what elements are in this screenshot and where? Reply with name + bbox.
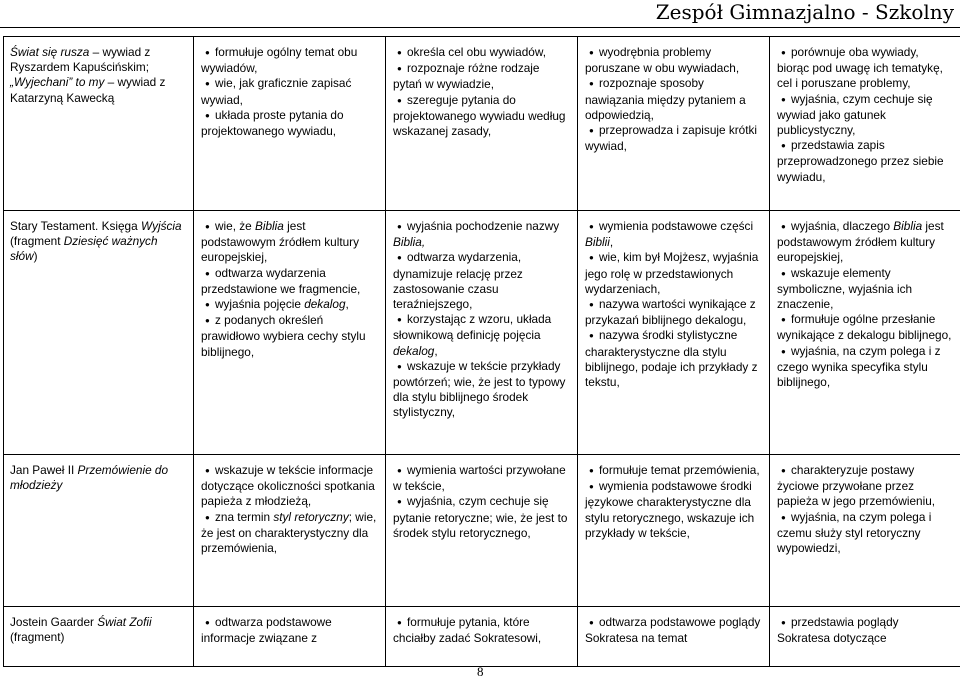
list-item (585, 123, 762, 154)
list-item (777, 463, 954, 510)
requirements-list (201, 45, 378, 139)
bullet-icon (777, 92, 791, 108)
table-row (4, 37, 960, 211)
school-header-title: Zespół Gimnazjalno - Szkolny (655, 0, 954, 24)
bullet-icon (777, 312, 791, 328)
requirements-cell (386, 37, 578, 211)
list-item-text: zna termin styl retoryczny; wie, że jest on charakterystyczny dla przemówienia, (201, 509, 377, 556)
header-rule (0, 27, 960, 28)
requirements-cell (770, 455, 960, 607)
list-item (201, 266, 378, 297)
bullet-icon (393, 45, 407, 61)
list-item (585, 250, 762, 297)
list-item (393, 312, 570, 359)
list-item (393, 463, 570, 494)
requirements-list (393, 219, 570, 421)
requirements-cell (194, 455, 386, 607)
bullet-icon (201, 313, 215, 329)
bullet-icon (777, 219, 791, 235)
list-item (201, 297, 378, 313)
requirements-cell (386, 607, 578, 667)
requirements-list (585, 463, 762, 541)
list-item (585, 615, 762, 646)
bullet-icon (777, 463, 791, 479)
text-title-cell: Stary Testament. Księga Wyjścia (fragment Dziesięć ważnych słów) (4, 211, 194, 455)
requirements-list (777, 219, 954, 390)
list-item-text: szereguje pytania do projektowanego wywiadu według wskazanej zasady, (393, 92, 566, 139)
list-item-text: wyjaśnia, czym cechuje się wywiad jako gatunek publicystyczny, (777, 91, 933, 138)
requirements-cell (770, 211, 960, 455)
requirements-cell (194, 37, 386, 211)
bullet-icon (585, 615, 599, 631)
bullet-icon (201, 45, 215, 61)
bullet-icon (393, 61, 407, 77)
bullet-icon (393, 494, 407, 510)
list-item-text: określa cel obu wywiadów, (407, 45, 547, 59)
list-item-text: wskazuje elementy symboliczne, wyjaśnia ich znaczenie, (777, 265, 913, 312)
requirements-list (777, 45, 954, 185)
bullet-icon (393, 463, 407, 479)
list-item (777, 312, 954, 343)
bullet-icon (585, 250, 599, 266)
list-item (201, 45, 378, 76)
table-body (4, 37, 960, 667)
list-item (777, 45, 954, 92)
bullet-icon (585, 45, 599, 61)
list-item (393, 219, 570, 250)
curriculum-requirements-table (3, 36, 960, 667)
list-item (201, 463, 378, 510)
list-item-text: wyodrębnia problemy poruszane w obu wywiadach, (585, 45, 740, 76)
requirements-list (201, 219, 378, 360)
requirements-cell (194, 211, 386, 455)
list-item-text: wie, kim był Mojżesz, wyjaśnia jego rolę w przedstawionych wydarzeniach, (585, 250, 759, 296)
list-item-text: wskazuje w tekście przykłady powtórzeń; wie, że jest to typowy dla stylu biblijnego środek stylistyczny, (393, 358, 566, 420)
list-item (201, 108, 378, 139)
list-item-text: formułuje ogólny temat obu wywiadów, (201, 45, 358, 76)
requirements-cell (770, 607, 960, 667)
list-item (393, 61, 570, 92)
list-item (585, 297, 762, 328)
bullet-icon (201, 219, 215, 235)
requirements-cell (578, 37, 770, 211)
bullet-icon (777, 45, 791, 61)
bullet-icon (393, 219, 407, 235)
list-item-text: wyjaśnia, dlaczego Biblia jest podstawowym źródłem kultury europejskiej, (777, 219, 944, 265)
list-item (585, 45, 762, 76)
list-item-text: wskazuje w tekście informacje dotyczące okoliczności spotkania papieża z młodzieżą, (201, 463, 375, 509)
list-item (777, 219, 954, 266)
list-item (393, 359, 570, 421)
bullet-icon (393, 93, 407, 109)
bullet-icon (201, 76, 215, 92)
list-item-text: wymienia podstawowe środki językowe charakterystyczne dla stylu retorycznego, wskazuje ich przykłady w tekście, (585, 479, 755, 540)
requirements-list (393, 45, 570, 139)
requirements-list (585, 615, 762, 646)
bullet-icon (201, 510, 215, 526)
list-item (201, 313, 378, 360)
bullet-icon (585, 76, 599, 92)
requirements-cell (386, 455, 578, 607)
bullet-icon (393, 615, 407, 631)
list-item (777, 510, 954, 557)
list-item-text: wymienia wartości przywołane w tekście, (393, 463, 566, 494)
requirements-cell (770, 37, 960, 211)
bullet-icon (393, 312, 407, 328)
bullet-icon (393, 250, 407, 266)
list-item-text: formułuje temat przemówienia, (599, 463, 760, 477)
requirements-cell (386, 211, 578, 455)
list-item-text: wyjaśnia, na czym polega i czemu służy styl retoryczny wypowiedzi, (777, 509, 932, 556)
bullet-icon (201, 297, 215, 313)
list-item-text: nazywa środki stylistyczne charakterystyczne dla stylu biblijnego, podaje ich przykłady z tekstu, (585, 328, 758, 390)
list-item (585, 463, 762, 479)
bullet-icon (201, 108, 215, 124)
requirements-list (393, 615, 570, 646)
requirements-list (777, 615, 954, 646)
list-item (777, 92, 954, 139)
list-item-text: korzystając z wzoru, układa słownikową definicję pojęcia dekalog, (393, 312, 552, 358)
list-item (393, 494, 570, 541)
requirements-cell (578, 455, 770, 607)
bullet-icon (201, 266, 215, 282)
list-item-text: odtwarza wydarzenia, dynamizuje relację przez zastosowanie czasu teraźniejszego, (393, 250, 523, 312)
list-item-text: wyjaśnia pojęcie dekalog, (215, 297, 349, 312)
list-item (585, 76, 762, 123)
bullet-icon (585, 297, 599, 313)
list-item-text: nazywa wartości wynikające z przykazań biblijnego dekalogu, (585, 297, 756, 328)
bullet-icon (201, 615, 215, 631)
list-item-text: przeprowadza i zapisuje krótki wywiad, (585, 123, 758, 154)
list-item-text: przedstawia zapis przeprowadzonego przez siebie wywiadu, (777, 138, 944, 184)
bullet-icon (777, 266, 791, 282)
list-item-text: odtwarza podstawowe informacje związane z (201, 615, 332, 646)
list-item-text: rozpoznaje sposoby nawiązania między pytaniem a odpowiedzią, (585, 76, 746, 122)
list-item (585, 219, 762, 250)
requirements-cell (578, 211, 770, 455)
list-item (585, 328, 762, 390)
bullet-icon (585, 328, 599, 344)
requirements-cell (578, 607, 770, 667)
list-item-text: z podanych określeń prawidłowo wybiera cechy stylu biblijnego, (201, 313, 366, 359)
list-item-text: charakteryzuje postawy życiowe przywołane przez papieża w jego przemówieniu, (777, 463, 936, 509)
bullet-icon (585, 219, 599, 235)
list-item-text: układa proste pytania do projektowanego wywiadu, (201, 107, 344, 139)
list-item (201, 219, 378, 266)
list-item-text: formułuje ogólne przesłanie wynikające z dekalogu biblijnego, (777, 312, 952, 343)
list-item (201, 615, 378, 646)
list-item (777, 266, 954, 313)
bullet-icon (585, 479, 599, 495)
requirements-list (585, 45, 762, 154)
bullet-icon (777, 615, 791, 631)
bullet-icon (393, 359, 407, 375)
requirements-list (201, 615, 378, 646)
list-item-text: porównuje oba wywiady, biorąc pod uwagę ich tematykę, cel i poruszane problemy, (777, 45, 943, 91)
list-item-text: wie, jak graficznie zapisać wywiad, (201, 76, 352, 107)
text-title-cell: Jan Paweł II Przemówienie do młodzieży (4, 455, 194, 607)
list-item-text: wie, że Biblia jest podstawowym źródłem kultury europejskiej, (201, 219, 360, 265)
list-item (777, 615, 954, 646)
bullet-icon (585, 463, 599, 479)
table-row (4, 211, 960, 455)
table-row (4, 607, 960, 667)
list-item-text: wyjaśnia, czym cechuje się pytanie retoryczne; wie, że jest to środek stylu retorycznego, (393, 494, 568, 540)
list-item (201, 76, 378, 107)
list-item-text: wymienia podstawowe części Biblii, (585, 219, 754, 250)
bullet-icon (777, 138, 791, 154)
list-item (585, 479, 762, 541)
bullet-icon (777, 344, 791, 360)
list-item (777, 138, 954, 185)
list-item (201, 510, 378, 557)
page-number: 8 (477, 664, 484, 679)
list-item (393, 615, 570, 646)
list-item (777, 344, 954, 391)
requirements-list (201, 463, 378, 556)
list-item-text: rozpoznaje różne rodzaje pytań w wywiadzie, (393, 61, 540, 92)
list-item (393, 45, 570, 61)
text-title-cell: Świat się rusza – wywiad z Ryszardem Kapuścińskim; „Wyjechani” to my – wywiad z Katarzyną Kawecką (4, 37, 194, 211)
text-title-cell: Jostein Gaarder Świat Zofii (fragment) (4, 607, 194, 667)
requirements-list (585, 219, 762, 390)
requirements-cell (194, 607, 386, 667)
list-item-text: odtwarza wydarzenia przedstawione we fragmencie, (201, 265, 361, 296)
list-item-text: wyjaśnia pochodzenie nazwy Biblia, (393, 219, 560, 250)
list-item-text: odtwarza podstawowe poglądy Sokratesa na temat (585, 615, 761, 646)
bullet-icon (585, 123, 599, 139)
bullet-icon (201, 463, 215, 479)
list-item-text: przedstawia poglądy Sokratesa dotyczące (777, 615, 899, 646)
list-item (393, 93, 570, 140)
list-item-text: wyjaśnia, na czym polega i z czego wynika specyfika stylu biblijnego, (777, 343, 941, 390)
bullet-icon (777, 510, 791, 526)
requirements-list (777, 463, 954, 556)
requirements-list (393, 463, 570, 541)
table-row (4, 455, 960, 607)
list-item (393, 250, 570, 312)
list-item-text: formułuje pytania, które chciałby zadać Sokratesowi, (393, 615, 542, 646)
